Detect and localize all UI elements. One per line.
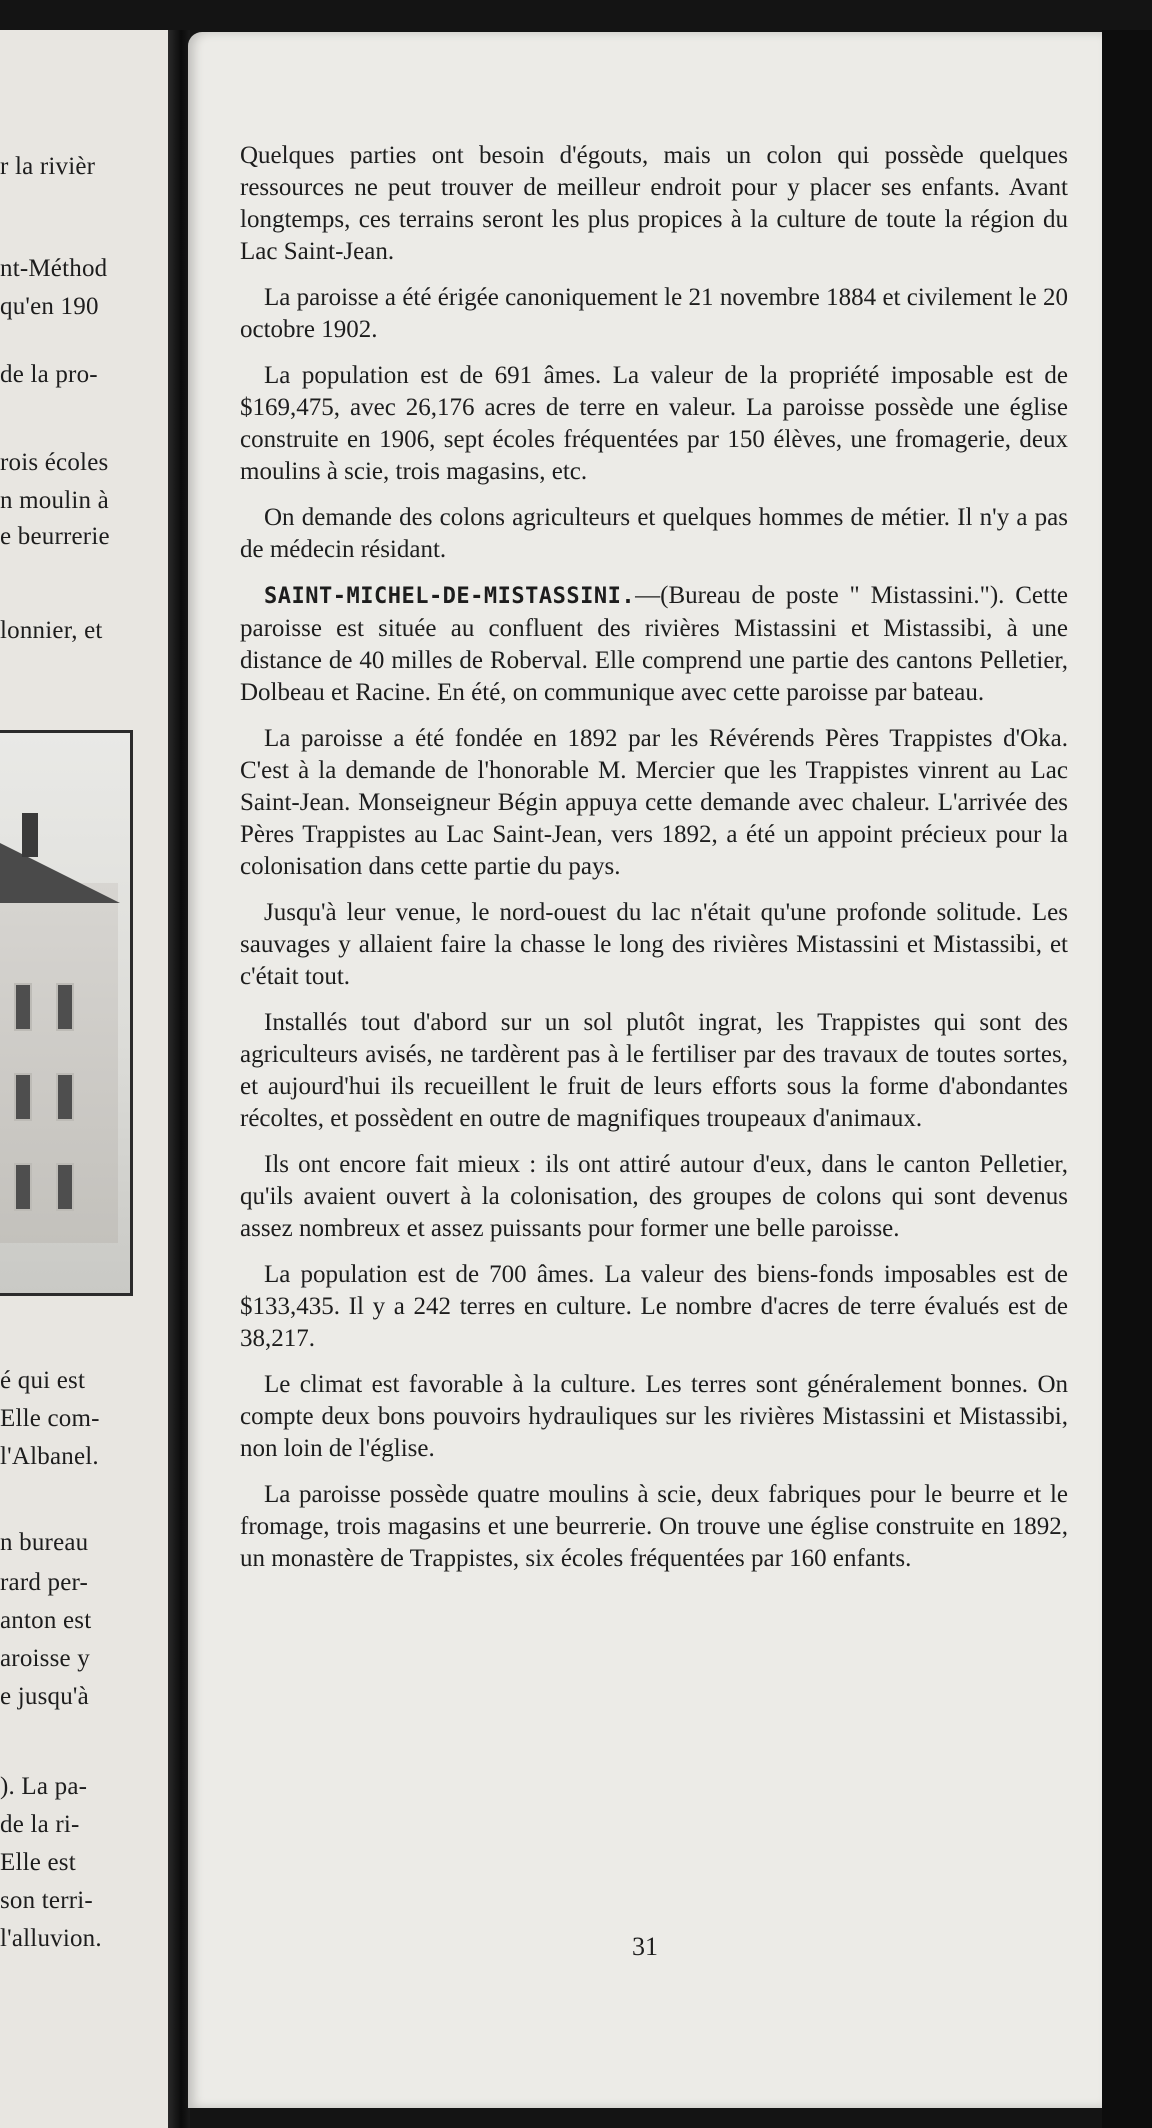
house-window [56,983,74,1031]
left-fragment: Elle com- [0,1405,100,1432]
left-page [0,30,172,2128]
house-window [56,1073,74,1121]
paragraph: La population est de 700 âmes. La valeur des biens-fonds imposables est de $133,435. Il y a 242 terres en culture. Le nombre d'acres de terre évalués est de 38,217. [240,1261,1068,1352]
house-window [56,1163,74,1211]
left-fragment: n moulin à [0,487,109,514]
house-window [14,983,32,1031]
left-fragment: qu'en 190 [0,293,99,320]
left-fragment: Elle est [0,1849,76,1876]
paragraph: La paroisse a été fondée en 1892 par les Révérends Pères Trappistes d'Oka. C'est à la demande de l'honorable M. Mercier que les Trappistes vinrent au Lac Saint-Jean. Monseigneur Bégin appuya cette demande avec chaleur. L'arrivée des Pères Trappistes au Lac Saint-Jean, vers 1892, a été un appoint précieux pour la colonisation dans cette partie du pays. [240,725,1068,880]
paragraph: Le climat est favorable à la culture. Les terres sont généralement bonnes. On compte deux bons pouvoirs hydrauliques sur les rivières Mistassini et Mistassibi, non loin de l'église. [240,1371,1068,1462]
paragraph: La paroisse a été érigée canoniquement le 21 novembre 1884 et civilement le 20 octobre 1902. [240,284,1068,343]
left-fragment: ). La pa- [0,1773,88,1800]
left-fragment: aroisse y [0,1645,90,1672]
left-fragment: lonnier, et [0,617,103,644]
left-fragment: l'alluvion. [0,1925,102,1952]
house-window [14,1163,32,1211]
left-fragment: rois écoles [0,449,109,476]
paragraph: La population est de 691 âmes. La valeur de la propriété imposable est de $169,475, avec 26,176 acres de terre en valeur. La paroisse possède une église construite en 1906, sept écoles fréquentées par 150 élèves, une fromagerie, deux moulins à scie, trois magasins, etc. [240,362,1068,485]
right-page [188,32,1102,2108]
paragraph: Installés tout d'abord sur un sol plutôt ingrat, les Trappistes qui sont des agriculteurs avisés, ne tardèrent pas à le fertiliser par des travaux de toutes sortes, et aujourd'hui ils recueillent le fruit de leurs efforts sous la forme d'abondantes récoltes, et possèdent en outre de magnifiques troupeaux d'animaux. [240,1009,1068,1132]
house-roof [0,843,120,903]
left-fragment: de la pro- [0,361,98,388]
left-fragment: r la rivièr [0,153,96,180]
left-fragment: n bureau [0,1529,89,1556]
left-fragment: l'Albanel. [0,1443,99,1470]
left-fragment: e beurrerie [0,523,110,550]
left-fragment: rard per- [0,1569,89,1596]
house-photo [0,730,133,1296]
left-fragment: e jusqu'à [0,1683,89,1710]
book-spine [168,30,190,2128]
paragraph: Quelques parties ont besoin d'égouts, mais un colon qui possède quelques ressources ne peut trouver de meilleur endroit pour y placer ses enfants. Avant longtemps, ces terrains seront les plus propices à la culture de toute la région du Lac Saint-Jean. [240,142,1068,265]
section-heading: SAINT-MICHEL-DE-MISTASSINI. [264,584,636,609]
left-fragment: nt-Méthod [0,255,108,282]
left-fragment: de la ri- [0,1811,80,1838]
section-intro: —(Bureau de poste " Mistassini."). Cette paroisse est située au confluent des rivières Mistassini et Mistassibi, à une distance de 40 milles de Roberval. Elle comprend une partie des cantons Pelletier, Dolbeau et Racine. En été, on communique avec cette paroisse par bateau. [240,582,1068,706]
house-window [14,1073,32,1121]
left-fragment: son terri- [0,1887,93,1914]
text-column [240,140,1068,1589]
paragraph: La paroisse possède quatre moulins à scie, deux fabriques pour le beurre et le fromage, trois magasins et une beurrerie. On trouve une église construite en 1892, un monastère de Trappistes, six écoles fréquentées par 160 enfants. [240,1481,1068,1572]
house-chimney [22,813,38,857]
paragraph: Ils ont encore fait mieux : ils ont attiré autour d'eux, dans le canton Pelletier, qu'ils avaient ouvert à la colonisation, des groupes de colons qui sont devenus assez nombreux et assez puissants pour former une belle paroisse. [240,1151,1068,1242]
paragraph: On demande des colons agriculteurs et quelques hommes de métier. Il n'y a pas de médecin résidant. [240,504,1068,563]
left-fragment: anton est [0,1607,92,1634]
page-number: 31 [632,1932,658,1961]
left-fragment: é qui est [0,1367,86,1394]
dark-background-edge [1102,30,1152,2128]
paragraph: Jusqu'à leur venue, le nord-ouest du lac n'était qu'une profonde solitude. Les sauvages y allaient faire la chasse le long des rivières Mistassini et Mistassibi, et c'était tout. [240,899,1068,990]
section-intro-paragraph [240,580,1068,709]
